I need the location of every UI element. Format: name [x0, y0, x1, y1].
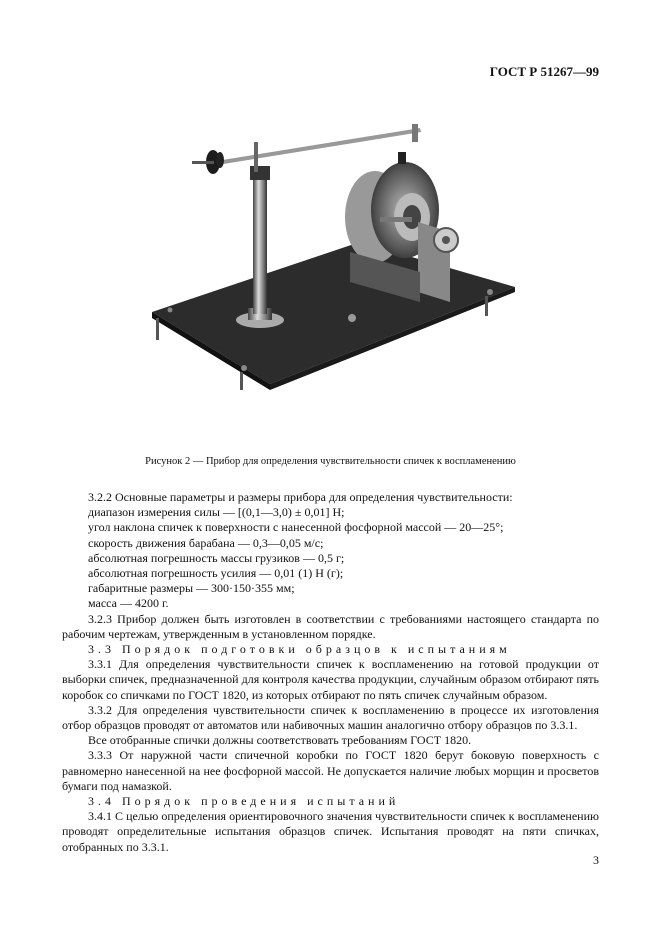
paragraph-3-4-1: 3.4.1 С целью определения ориентировочного значения чувствительности спичек к воспламенению проводят определительные испытания образцов спичек. Испытания проводят на пяти спичках, отобранных по 3.3.1.: [62, 809, 599, 854]
paragraph-3-3-1: 3.3.1 Для определения чувствительности спичек к воспламенению на готовой продукции от выборки спичек, предназначенной для контроля качества продукции, случайным образом отбирают пять коробок со спичками по ГОСТ 1820, из которых отбирают по пять спичек случайным образом.: [62, 657, 599, 702]
param-line: габаритные размеры — 300·150·355 мм;: [88, 581, 295, 596]
paragraph-3-3-2: 3.3.2 Для определения чувствительности спичек к воспламенению в процессе их изготовления отбор образцов проводят от автоматов или набивочных машин аналогично отбору образцов по 3.3.1.: [62, 702, 599, 733]
figure-caption: Рисунок 2 — Прибор для определения чувствительности спичек к воспламенению: [145, 456, 516, 467]
param-line: масса — 4200 г.: [88, 596, 169, 611]
document-header: ГОСТ Р 51267—99: [489, 64, 599, 79]
paragraph-3-3-2-note: Все отобранные спички должны соответствовать требованиям ГОСТ 1820.: [88, 733, 472, 748]
paragraph-3-2-3: 3.2.3 Прибор должен быть изготовлен в соответствии с требованиями настоящего стандарта по рабочим чертежам, утвержденным в установленном порядке.: [62, 611, 599, 641]
paragraph-3-3-3: 3.3.3 От наружной части спичечной коробки по ГОСТ 1820 берут боковую поверхность с равномерно нанесенной на нее фосфорной массой. Не допускается наличие любых морщин и просветов бумаги под намазкой.: [62, 748, 599, 793]
param-line: абсолютная погрешность усилия — 0,01 (1) Н (г);: [88, 566, 344, 581]
param-line: диапазон измерения силы — [(0,1—3,0) ± 0,01] Н;: [88, 505, 345, 520]
section-heading-3-3: 3.3 Порядок подготовки образцов к испытаниям: [88, 642, 511, 657]
section-heading-3-4: 3.4 Порядок проведения испытаний: [88, 794, 400, 809]
param-line: абсолютная погрешность массы грузиков — 0,5 г;: [88, 550, 345, 565]
paragraph-3-2-2: 3.2.2 Основные параметры и размеры прибора для определения чувствительности:: [88, 490, 513, 504]
document-body: [62, 490, 599, 855]
device-photo: [150, 122, 520, 394]
param-line: угол наклона спичек к поверхности с нанесенной фосфорной массой — 20—25°;: [88, 520, 504, 535]
page-number: 3: [593, 853, 599, 867]
param-line: скорость движения барабана — 0,3—0,05 м/с;: [88, 535, 324, 550]
